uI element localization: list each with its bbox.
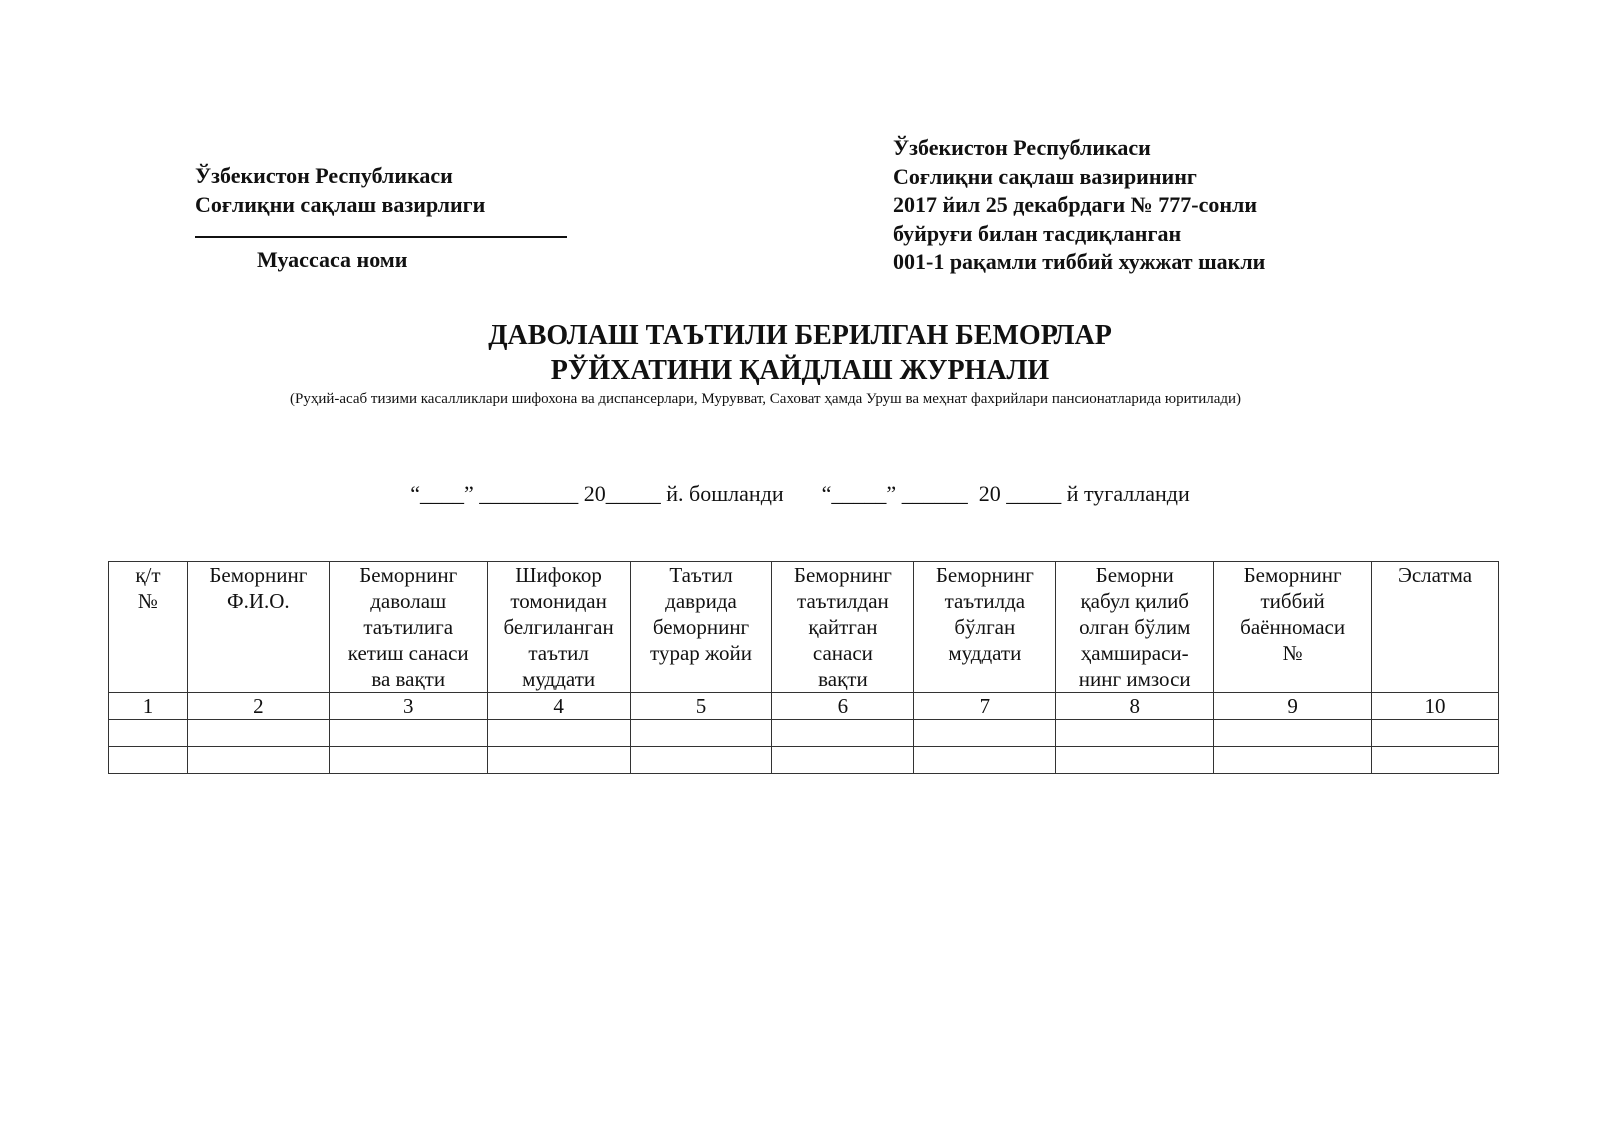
start-date-field[interactable]: “____” _________ 20_____ й. бошланди: [410, 481, 784, 506]
column-number-cell: 8: [1056, 693, 1214, 720]
journal-dates: [0, 481, 1600, 507]
issuer-block: [195, 162, 567, 275]
table-cell[interactable]: [630, 747, 772, 774]
column-number-row: [109, 693, 1499, 720]
column-number-cell: 7: [914, 693, 1056, 720]
approval-line: буйруғи билан тасдиқланган: [893, 220, 1182, 246]
table-cell[interactable]: [109, 720, 188, 747]
table-cell[interactable]: [487, 720, 630, 747]
column-number-cell: 2: [187, 693, 329, 720]
institution-name-label: Муассаса номи: [257, 247, 408, 272]
journal-table: [108, 561, 1499, 774]
document-title-line1: ДАВОЛАШ ТАЪТИЛИ БЕРИЛГАН БЕМОРЛАР: [488, 320, 1112, 351]
approval-block: [893, 134, 1265, 277]
column-header: Таътил даврида беморнинг турар жойи: [630, 562, 772, 693]
table-cell[interactable]: [1056, 747, 1214, 774]
column-header: Беморнинг Ф.И.О.: [187, 562, 329, 693]
table-cell[interactable]: [772, 747, 914, 774]
column-number-cell: 3: [329, 693, 487, 720]
table-cell[interactable]: [329, 720, 487, 747]
column-header: Шифокор томонидан белгиланган таътил муддати: [487, 562, 630, 693]
table-cell[interactable]: [914, 747, 1056, 774]
document-subtitle: (Руҳий-асаб тизими касалликлари шифохона ва диспансерлари, Мурувват, Саховат ҳамда Уруш ва меҳнат фахрийлари пансионатларида юритилади): [290, 391, 1242, 407]
approval-line: 2017 йил 25 декабрдаги № 777-сонли: [893, 192, 1258, 217]
column-header: Беморнинг таътилда бўлган муддати: [914, 562, 1056, 693]
column-header: Беморнинг даволаш таътилига кетиш санаси ва вақти: [329, 562, 487, 693]
column-number-cell: 6: [772, 693, 914, 720]
table-cell[interactable]: [1372, 720, 1499, 747]
table-cell[interactable]: [1214, 747, 1372, 774]
table-cell[interactable]: [109, 747, 188, 774]
table-cell[interactable]: [1372, 747, 1499, 774]
column-header: қ/т №: [109, 562, 188, 693]
column-header: Эслатма: [1372, 562, 1499, 693]
column-number-cell: 1: [109, 693, 188, 720]
table-cell[interactable]: [187, 747, 329, 774]
column-header: Беморнинг тиббий баённомаси №: [1214, 562, 1372, 693]
table-cell[interactable]: [487, 747, 630, 774]
table-header-row: [109, 562, 1499, 693]
table-row: [109, 747, 1499, 774]
column-header: Беморнинг таътилдан қайтган санаси вақти: [772, 562, 914, 693]
table-cell[interactable]: [914, 720, 1056, 747]
approval-line: Ўзбекистон Республикаси: [893, 135, 1151, 160]
table-cell[interactable]: [329, 747, 487, 774]
document-title: [0, 318, 1600, 388]
column-number-cell: 4: [487, 693, 630, 720]
table-cell[interactable]: [1056, 720, 1214, 747]
approval-line: Соғлиқни сақлаш вазирининг: [893, 163, 1197, 189]
column-number-cell: 5: [630, 693, 772, 720]
issuer-country: Ўзбекистон Республикаси: [195, 163, 453, 188]
table-cell[interactable]: [1214, 720, 1372, 747]
column-header: Беморни қабул қилиб олган бўлим ҳамшираси- нинг имзоси: [1056, 562, 1214, 693]
column-number-cell: 9: [1214, 693, 1372, 720]
table-cell[interactable]: [772, 720, 914, 747]
approval-line: 001-1 рақамли тиббий хужжат шакли: [893, 249, 1266, 274]
table-cell[interactable]: [630, 720, 772, 747]
end-date-field[interactable]: “_____” ______ 20 _____ й тугалланди: [821, 481, 1190, 506]
document-title-line2: РЎЙХАТИНИ ҚАЙДЛАШ ЖУРНАЛИ: [550, 355, 1050, 386]
table-cell[interactable]: [187, 720, 329, 747]
issuer-ministry: Соғлиқни сақлаш вазирлиги: [195, 191, 486, 217]
column-number-cell: 10: [1372, 693, 1499, 720]
institution-name-field[interactable]: [195, 219, 567, 238]
table-row: [109, 720, 1499, 747]
